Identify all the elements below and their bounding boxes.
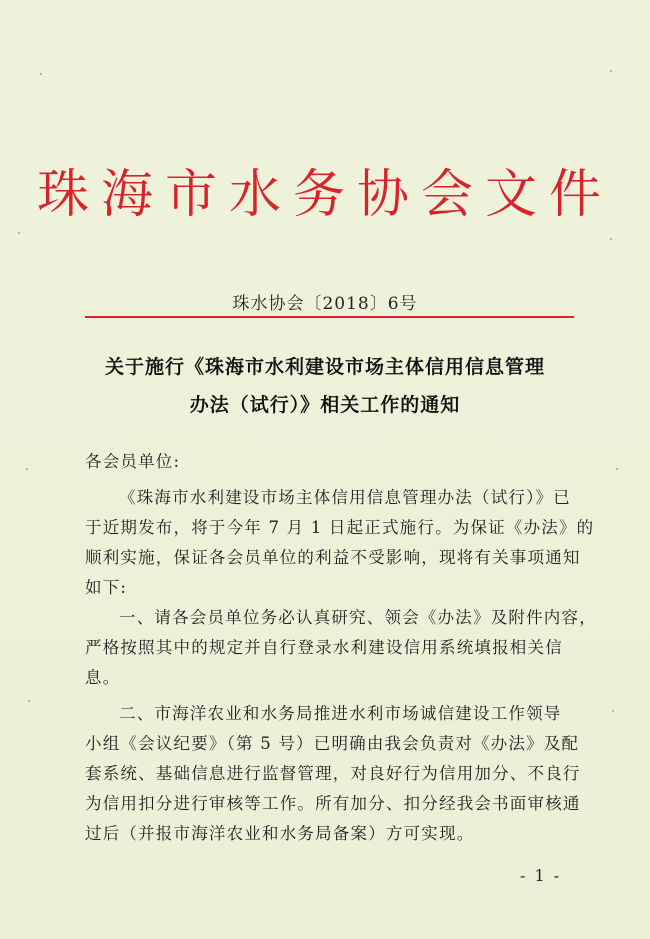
paragraph-3-line: 过后（并报市海洋农业和水务局备案）方可实现。: [85, 824, 475, 843]
scan-speck: [610, 70, 612, 72]
scan-speck: [612, 710, 614, 712]
paragraph-2-line: 一、请各会员单位务必认真研究、领会《办法》及附件内容，: [119, 608, 597, 627]
scan-speck: [26, 468, 28, 470]
notice-subject: [0, 348, 650, 424]
paragraph-1-line: 顺利实施，保证各会员单位的利益不受影响，现将有关事项通知: [85, 548, 581, 567]
paragraph-1-line: 于近期发布，将于今年 7 月 1 日起正式施行。为保证《办法》的: [85, 518, 595, 537]
scan-speck: [28, 700, 30, 702]
scan-speck: [610, 238, 612, 240]
paragraph-3-line: 小组《会议纪要》（第 5 号）已明确由我会负责对《办法》及配: [85, 734, 580, 753]
scan-speck: [18, 232, 20, 234]
document-number: 珠水协会〔2018〕6号: [232, 294, 418, 314]
scan-speck: [40, 73, 42, 75]
paragraph-3-line: 二、市海洋农业和水务局推进水利市场诚信建设工作领导: [119, 704, 562, 723]
header-divider: [85, 316, 574, 318]
paragraph-3-line: 为信用扣分进行审核等工作。所有加分、扣分经我会书面审核通: [85, 794, 581, 813]
subject-line-2: 办法（试行）》相关工作的通知: [189, 394, 461, 416]
subject-line-1: 关于施行《珠海市水利建设市场主体信用信息管理: [104, 356, 545, 378]
paragraph-2-line: 息。: [85, 668, 121, 687]
paragraph-3-line: 套系统、基础信息进行监督管理，对良好行为信用加分、不良行: [85, 764, 581, 783]
notice-body: [85, 447, 597, 849]
salutation: 各会员单位:: [85, 452, 181, 471]
paragraph-1-line: 如下:: [85, 578, 128, 597]
document-header-title: 珠海市水务协会文件: [36, 165, 613, 225]
page-number: - 1 -: [520, 866, 562, 885]
paragraph-2-line: 严格按照其中的规定并自行登录水利建设信用系统填报相关信: [85, 638, 563, 657]
scan-speck: [616, 468, 618, 470]
paragraph-1-line: 《珠海市水利建设市场主体信用信息管理办法（试行）》已: [119, 488, 571, 507]
